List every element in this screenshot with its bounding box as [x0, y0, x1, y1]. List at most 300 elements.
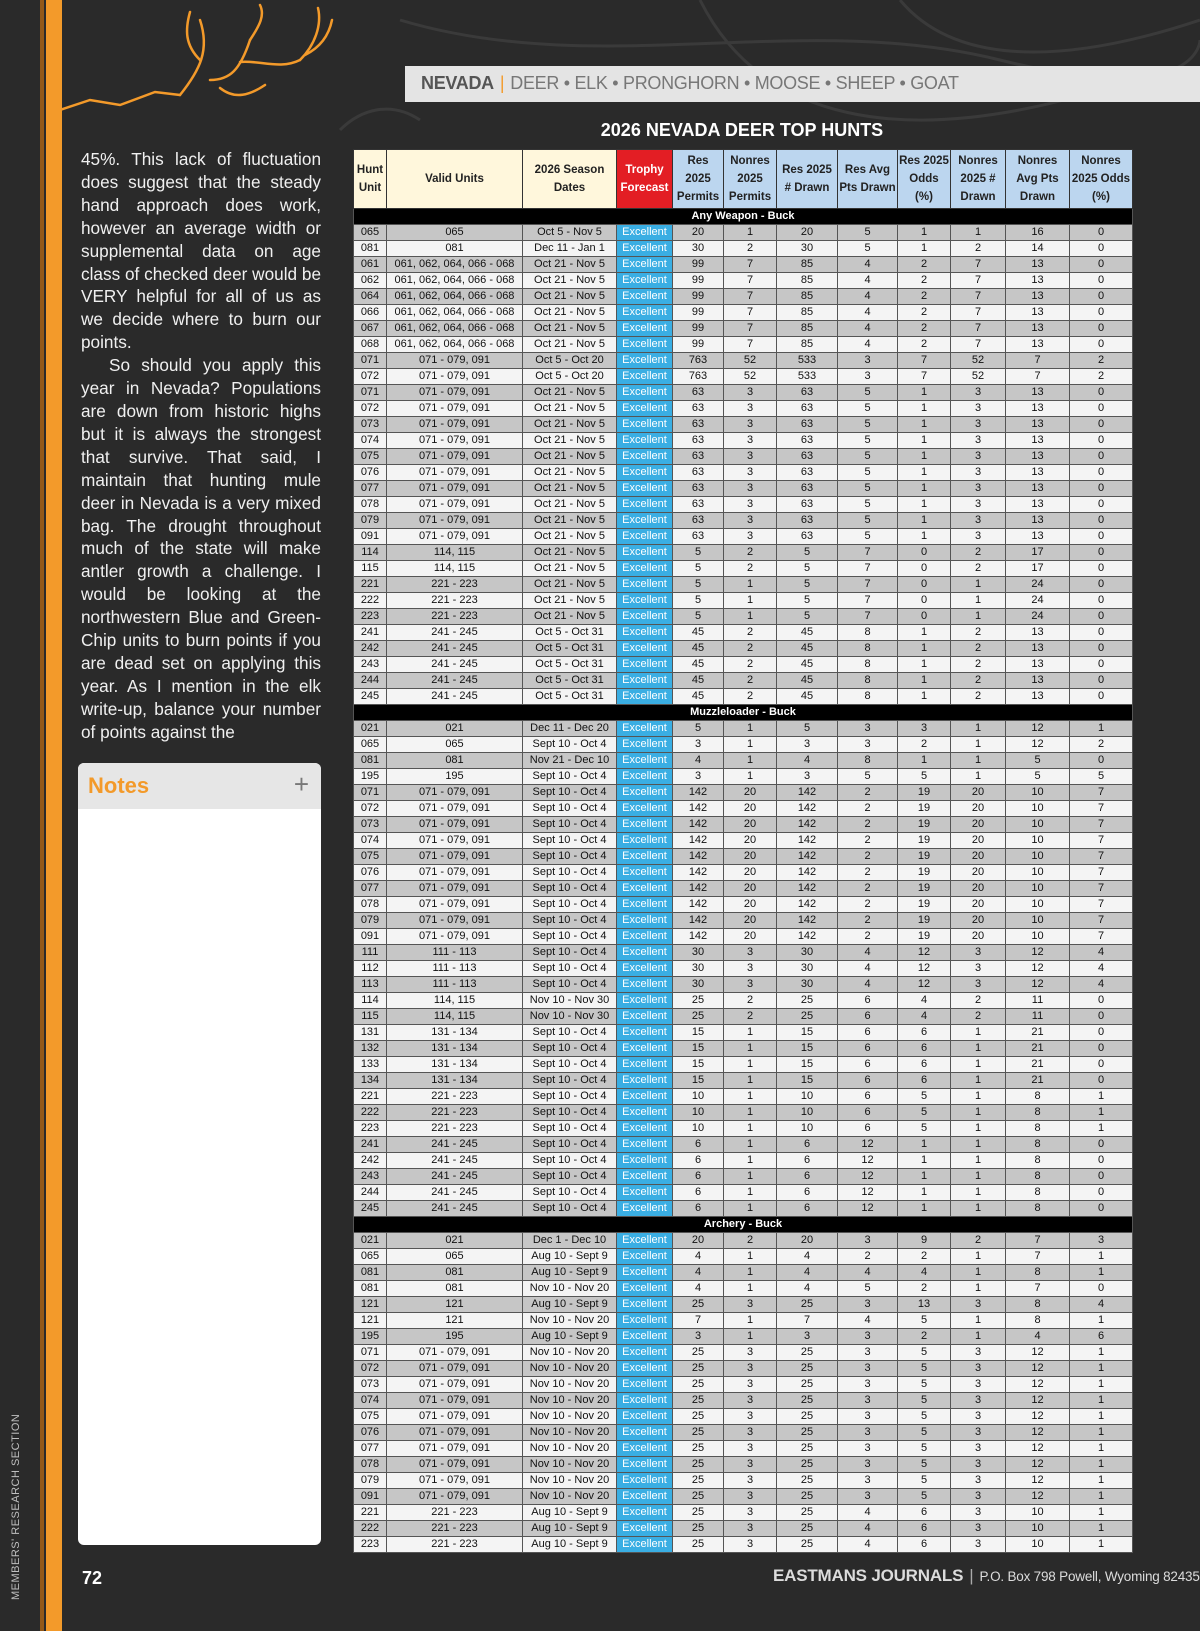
table-row	[354, 513, 1133, 529]
table-cell: 1	[724, 577, 777, 593]
table-cell: 15	[777, 1057, 838, 1073]
table-cell: 10	[1006, 865, 1070, 881]
table-cell: Excellent	[617, 849, 673, 865]
table-row	[354, 1297, 1133, 1313]
table-cell: 6	[673, 1153, 724, 1169]
table-cell: 077	[354, 1441, 387, 1457]
table-cell: 7	[951, 289, 1006, 305]
table-cell: Oct 21 - Nov 5	[523, 289, 617, 305]
table-cell: 5	[673, 545, 724, 561]
table-cell: 3	[838, 1297, 898, 1313]
table-cell: 7	[1070, 785, 1133, 801]
table-cell: 20	[724, 897, 777, 913]
table-cell: 112	[354, 961, 387, 977]
table-cell: 0	[1070, 609, 1133, 625]
table-cell: 221 - 223	[387, 609, 523, 625]
header-cell: Nonres 2025 # Drawn	[951, 150, 1006, 209]
table-cell: 45	[673, 641, 724, 657]
table-cell: Excellent	[617, 481, 673, 497]
table-cell: 25	[673, 993, 724, 1009]
table-cell: 071 - 079, 091	[387, 529, 523, 545]
table-cell: 0	[1070, 1057, 1133, 1073]
table-cell: 065	[354, 737, 387, 753]
table-cell: 13	[1006, 401, 1070, 417]
table-cell: 19	[898, 865, 951, 881]
table-cell: 4	[838, 1313, 898, 1329]
table-cell: 8	[838, 625, 898, 641]
table-cell: 85	[777, 337, 838, 353]
table-row	[354, 1361, 1133, 1377]
table-cell: 25	[673, 1393, 724, 1409]
table-cell: Sept 10 - Oct 4	[523, 769, 617, 785]
table-cell: Excellent	[617, 1521, 673, 1537]
table-cell: 1	[724, 1057, 777, 1073]
table-row	[354, 273, 1133, 289]
table-cell: Sept 10 - Oct 4	[523, 1153, 617, 1169]
table-cell: 15	[673, 1073, 724, 1089]
table-cell: 25	[673, 1009, 724, 1025]
table-row	[354, 801, 1133, 817]
table-cell: 061, 062, 064, 066 - 068	[387, 289, 523, 305]
table-row	[354, 385, 1133, 401]
table-cell: 25	[673, 1473, 724, 1489]
table-cell: Sept 10 - Oct 4	[523, 961, 617, 977]
table-cell: 114	[354, 545, 387, 561]
table-cell: 142	[777, 801, 838, 817]
table-cell: 12	[1006, 1489, 1070, 1505]
table-cell: 1	[724, 609, 777, 625]
table-cell: 13	[1006, 433, 1070, 449]
table-cell: 19	[898, 929, 951, 945]
table-cell: 20	[724, 817, 777, 833]
table-cell: 2	[724, 625, 777, 641]
table-cell: 221 - 223	[387, 577, 523, 593]
table-cell: 2	[898, 321, 951, 337]
table-row	[354, 1425, 1133, 1441]
table-cell: Excellent	[617, 1505, 673, 1521]
table-cell: Excellent	[617, 945, 673, 961]
table-cell: 6	[673, 1201, 724, 1217]
table-cell: 1	[898, 385, 951, 401]
table-cell: 131 - 134	[387, 1041, 523, 1057]
table-cell: 20	[724, 865, 777, 881]
table-row	[354, 929, 1133, 945]
table-cell: 3	[951, 449, 1006, 465]
table-cell: 066	[354, 305, 387, 321]
table-cell: Excellent	[617, 433, 673, 449]
table-cell: 7	[951, 321, 1006, 337]
plus-icon[interactable]: +	[293, 769, 309, 799]
table-cell: 0	[1070, 1009, 1133, 1025]
table-cell: 071 - 079, 091	[387, 785, 523, 801]
table-cell: 6	[777, 1169, 838, 1185]
table-cell: 2	[898, 337, 951, 353]
table-cell: Excellent	[617, 1329, 673, 1345]
table-cell: 15	[673, 1025, 724, 1041]
notes-panel[interactable]	[78, 763, 321, 1545]
table-cell: 223	[354, 609, 387, 625]
table-cell: 0	[1070, 273, 1133, 289]
table-cell: 5	[838, 225, 898, 241]
table-cell: 4	[838, 961, 898, 977]
table-cell: Nov 10 - Nov 20	[523, 1473, 617, 1489]
table-row	[354, 1393, 1133, 1409]
table-cell: Aug 10 - Sept 9	[523, 1537, 617, 1553]
table-cell: 63	[777, 401, 838, 417]
table-cell: 1	[724, 1153, 777, 1169]
table-cell: 20	[951, 897, 1006, 913]
table-section-row	[354, 209, 1133, 225]
table-cell: 021	[354, 721, 387, 737]
table-cell: 3	[951, 1297, 1006, 1313]
table-cell: 1	[724, 1073, 777, 1089]
table-cell: 0	[898, 593, 951, 609]
table-cell: 2	[838, 849, 898, 865]
table-cell: 195	[354, 1329, 387, 1345]
table-cell: 4	[838, 1521, 898, 1537]
table-cell: 7	[777, 1313, 838, 1329]
table-cell: 221 - 223	[387, 1089, 523, 1105]
footer-address: P.O. Box 798 Powell, Wyoming 82435	[979, 1569, 1200, 1584]
table-cell: 131 - 134	[387, 1057, 523, 1073]
table-cell: 4	[838, 1265, 898, 1281]
table-cell: Excellent	[617, 1057, 673, 1073]
table-cell: 20	[724, 849, 777, 865]
table-cell: Aug 10 - Sept 9	[523, 1265, 617, 1281]
table-cell: 2	[951, 561, 1006, 577]
table-cell: 7	[724, 337, 777, 353]
table-cell: 0	[1070, 753, 1133, 769]
table-cell: 1	[951, 1041, 1006, 1057]
table-cell: 2	[838, 817, 898, 833]
table-cell: 3	[838, 1489, 898, 1505]
table-row	[354, 1041, 1133, 1057]
table-cell: 12	[1006, 1377, 1070, 1393]
table-cell: 3	[951, 417, 1006, 433]
table-cell: 3	[724, 1409, 777, 1425]
table-cell: 0	[1070, 657, 1133, 673]
table-cell: 4	[838, 321, 898, 337]
table-cell: Aug 10 - Sept 9	[523, 1521, 617, 1537]
table-cell: Nov 10 - Nov 20	[523, 1393, 617, 1409]
table-cell: 63	[777, 417, 838, 433]
table-cell: 2	[898, 737, 951, 753]
table-cell: 8	[1006, 1089, 1070, 1105]
table-cell: 52	[724, 369, 777, 385]
table-cell: 30	[777, 961, 838, 977]
table-cell: 1	[951, 1313, 1006, 1329]
table-cell: 1	[951, 1073, 1006, 1089]
table-cell: 2	[1070, 353, 1133, 369]
table-cell: 1	[951, 1025, 1006, 1041]
table-cell: 13	[1006, 497, 1070, 513]
table-cell: 1	[1070, 1265, 1133, 1281]
table-cell: 0	[1070, 1041, 1133, 1057]
table-cell: Oct 21 - Nov 5	[523, 273, 617, 289]
table-cell: 071 - 079, 091	[387, 801, 523, 817]
table-row	[354, 353, 1133, 369]
table-cell: 1	[898, 225, 951, 241]
header-cell: 2026 Season Dates	[523, 150, 617, 209]
table-cell: 25	[777, 1441, 838, 1457]
table-cell: 142	[673, 833, 724, 849]
table-cell: 221 - 223	[387, 1505, 523, 1521]
table-cell: 1	[724, 769, 777, 785]
table-cell: 071 - 079, 091	[387, 369, 523, 385]
table-row	[354, 1329, 1133, 1345]
table-cell: 4	[777, 753, 838, 769]
table-cell: 071 - 079, 091	[387, 849, 523, 865]
table-cell: 6	[777, 1185, 838, 1201]
table-cell: 1	[1070, 1105, 1133, 1121]
table-cell: 2	[1070, 737, 1133, 753]
table-row	[354, 1377, 1133, 1393]
article-text	[81, 148, 321, 744]
table-cell: Excellent	[617, 1025, 673, 1041]
table-cell: 071 - 079, 091	[387, 1441, 523, 1457]
table-cell: Oct 5 - Oct 31	[523, 657, 617, 673]
table-cell: Excellent	[617, 1489, 673, 1505]
table-cell: 25	[777, 1009, 838, 1025]
table-cell: 15	[777, 1041, 838, 1057]
table-cell: 5	[898, 1377, 951, 1393]
table-row	[354, 1249, 1133, 1265]
table-cell: 63	[673, 497, 724, 513]
table-cell: 11	[1006, 993, 1070, 1009]
table-cell: 142	[777, 785, 838, 801]
table-cell: Excellent	[617, 993, 673, 1009]
table-cell: 63	[673, 401, 724, 417]
table-cell: 6	[838, 1025, 898, 1041]
header-cell: Nonres 2025 Odds (%)	[1070, 150, 1133, 209]
table-cell: Nov 10 - Nov 20	[523, 1441, 617, 1457]
table-cell: 1	[1070, 1473, 1133, 1489]
table-cell: 13	[1006, 513, 1070, 529]
table-cell: 071 - 079, 091	[387, 817, 523, 833]
table-cell: 19	[898, 849, 951, 865]
table-cell: 10	[777, 1105, 838, 1121]
table-cell: 8	[1006, 1169, 1070, 1185]
table-cell: Oct 21 - Nov 5	[523, 449, 617, 465]
table-cell: 12	[1006, 961, 1070, 977]
table-cell: 2	[724, 689, 777, 705]
table-row	[354, 417, 1133, 433]
table-cell: 63	[777, 513, 838, 529]
table-cell: 091	[354, 529, 387, 545]
table-cell: 63	[673, 449, 724, 465]
table-cell: 99	[673, 305, 724, 321]
table-cell: 7	[838, 609, 898, 625]
table-cell: Excellent	[617, 449, 673, 465]
table-cell: 2	[951, 545, 1006, 561]
table-cell: Oct 21 - Nov 5	[523, 561, 617, 577]
table-cell: Excellent	[617, 337, 673, 353]
table-cell: 3	[838, 369, 898, 385]
table-cell: Dec 11 - Jan 1	[523, 241, 617, 257]
table-cell: Nov 10 - Nov 20	[523, 1281, 617, 1297]
table-cell: 3	[724, 1505, 777, 1521]
table-cell: 111 - 113	[387, 977, 523, 993]
table-cell: Excellent	[617, 1265, 673, 1281]
table-row	[354, 1201, 1133, 1217]
table-cell: 3	[951, 1505, 1006, 1521]
table-cell: 7	[724, 321, 777, 337]
table-cell: 21	[1006, 1041, 1070, 1057]
header-state: NEVADA	[421, 73, 494, 93]
table-cell: 081	[387, 1265, 523, 1281]
table-cell: 3	[673, 769, 724, 785]
table-cell: 1	[898, 625, 951, 641]
table-cell: Nov 10 - Nov 20	[523, 1409, 617, 1425]
table-cell: 2	[951, 657, 1006, 673]
table-cell: 241 - 245	[387, 1137, 523, 1153]
table-cell: Excellent	[617, 1473, 673, 1489]
table-cell: 131 - 134	[387, 1025, 523, 1041]
table-cell: 2	[724, 545, 777, 561]
table-cell: 15	[777, 1073, 838, 1089]
table-cell: 2	[951, 241, 1006, 257]
table-cell: 11	[1006, 1009, 1070, 1025]
table-cell: 114, 115	[387, 545, 523, 561]
table-cell: 8	[1006, 1105, 1070, 1121]
table-cell: 142	[673, 801, 724, 817]
table-cell: 1	[898, 673, 951, 689]
table-cell: Nov 10 - Nov 20	[523, 1377, 617, 1393]
table-row	[354, 1105, 1133, 1121]
table-cell: 3	[951, 1345, 1006, 1361]
table-cell: 1	[898, 657, 951, 673]
table-cell: 071 - 079, 091	[387, 897, 523, 913]
footer-publication: EASTMANS JOURNALS	[773, 1566, 964, 1585]
table-row	[354, 449, 1133, 465]
table-cell: 3	[838, 1377, 898, 1393]
table-cell: Aug 10 - Sept 9	[523, 1297, 617, 1313]
table-cell: 073	[354, 1377, 387, 1393]
table-cell: 15	[673, 1041, 724, 1057]
table-cell: 45	[673, 625, 724, 641]
table-cell: 142	[777, 913, 838, 929]
table-cell: 4	[673, 753, 724, 769]
table-cell: 5	[838, 417, 898, 433]
table-cell: Oct 21 - Nov 5	[523, 513, 617, 529]
table-cell: Nov 10 - Nov 30	[523, 993, 617, 1009]
table-cell: 3	[724, 1345, 777, 1361]
table-cell: 078	[354, 497, 387, 513]
table-cell: 1	[1070, 1457, 1133, 1473]
table-cell: 3	[898, 721, 951, 737]
table-cell: 2	[838, 881, 898, 897]
table-cell: 071 - 079, 091	[387, 929, 523, 945]
table-cell: Excellent	[617, 385, 673, 401]
table-cell: 1	[1070, 1409, 1133, 1425]
table-cell: 2	[838, 801, 898, 817]
table-cell: 3	[951, 1425, 1006, 1441]
table-cell: 63	[777, 385, 838, 401]
table-cell: 5	[898, 1105, 951, 1121]
table-cell: 0	[1070, 321, 1133, 337]
table-cell: 17	[1006, 545, 1070, 561]
table-cell: 3	[838, 1345, 898, 1361]
header-cell: Trophy Forecast	[617, 150, 673, 209]
table-cell: 3	[838, 1473, 898, 1489]
table-cell: 25	[777, 1393, 838, 1409]
table-row	[354, 753, 1133, 769]
table-cell: 1	[1070, 1313, 1133, 1329]
table-cell: 5	[673, 561, 724, 577]
table-row	[354, 225, 1133, 241]
table-cell: 142	[673, 849, 724, 865]
table-cell: 20	[673, 225, 724, 241]
table-cell: 3	[951, 1521, 1006, 1537]
footer-separator: |	[969, 1566, 974, 1585]
table-cell: 076	[354, 865, 387, 881]
table-cell: 1	[724, 593, 777, 609]
table-cell: 1	[1070, 1393, 1133, 1409]
table-cell: 241 - 245	[387, 1201, 523, 1217]
table-cell: 5	[777, 593, 838, 609]
table-row	[354, 657, 1133, 673]
table-cell: 1	[1070, 1121, 1133, 1137]
table-cell: 4	[1070, 961, 1133, 977]
table-cell: 1	[724, 1121, 777, 1137]
table-cell: 8	[1006, 1265, 1070, 1281]
table-cell: 13	[1006, 337, 1070, 353]
table-cell: 4	[777, 1265, 838, 1281]
table-cell: 15	[673, 1057, 724, 1073]
table-cell: 142	[777, 817, 838, 833]
table-cell: Sept 10 - Oct 4	[523, 849, 617, 865]
antler-logo-icon	[60, 0, 360, 120]
table-row	[354, 529, 1133, 545]
article-paragraph-2: So should you apply this year in Nevada? Populations are down from historic highs but it is always the strongest that survive. That said, I maintain that hunting mule deer in Nevada is a very mixed bag. The drought throughout much of the state will make antler growth a challenge. I would be looking at the northwestern Blue and Green-Chip units to burn points if you are dead set on applying this year. As I mention in the elk write-up, balance your number of points against the	[81, 355, 321, 742]
table-cell: 2	[951, 1233, 1006, 1249]
table-cell: 12	[898, 977, 951, 993]
table-cell: 7	[951, 273, 1006, 289]
table-cell: 065	[354, 1249, 387, 1265]
table-cell: 142	[673, 897, 724, 913]
table-cell: 071 - 079, 091	[387, 1473, 523, 1489]
table-row	[354, 1473, 1133, 1489]
table-cell: 244	[354, 673, 387, 689]
table-cell: Excellent	[617, 1361, 673, 1377]
table-cell: 121	[354, 1313, 387, 1329]
table-cell: Oct 21 - Nov 5	[523, 609, 617, 625]
table-cell: 1	[1070, 1345, 1133, 1361]
table-cell: 065	[387, 737, 523, 753]
table-cell: 3	[838, 721, 898, 737]
table-cell: 2	[724, 1009, 777, 1025]
table-cell: Oct 5 - Nov 5	[523, 225, 617, 241]
table-cell: 1	[724, 1265, 777, 1281]
table-cell: 12	[1006, 1361, 1070, 1377]
table-cell: 241	[354, 1137, 387, 1153]
table-cell: 25	[777, 1505, 838, 1521]
table-cell: 6	[838, 1089, 898, 1105]
table-row	[354, 1137, 1133, 1153]
table-cell: 8	[1006, 1137, 1070, 1153]
table-cell: 3	[951, 401, 1006, 417]
table-cell: 20	[951, 929, 1006, 945]
table-cell: 3	[724, 1473, 777, 1489]
table-cell: Excellent	[617, 1121, 673, 1137]
table-cell: 12	[838, 1137, 898, 1153]
table-cell: 63	[777, 449, 838, 465]
table-cell: 7	[724, 289, 777, 305]
table-cell: 142	[777, 833, 838, 849]
table-cell: 1	[1070, 1441, 1133, 1457]
table-cell: 6	[898, 1073, 951, 1089]
table-cell: 2	[838, 833, 898, 849]
